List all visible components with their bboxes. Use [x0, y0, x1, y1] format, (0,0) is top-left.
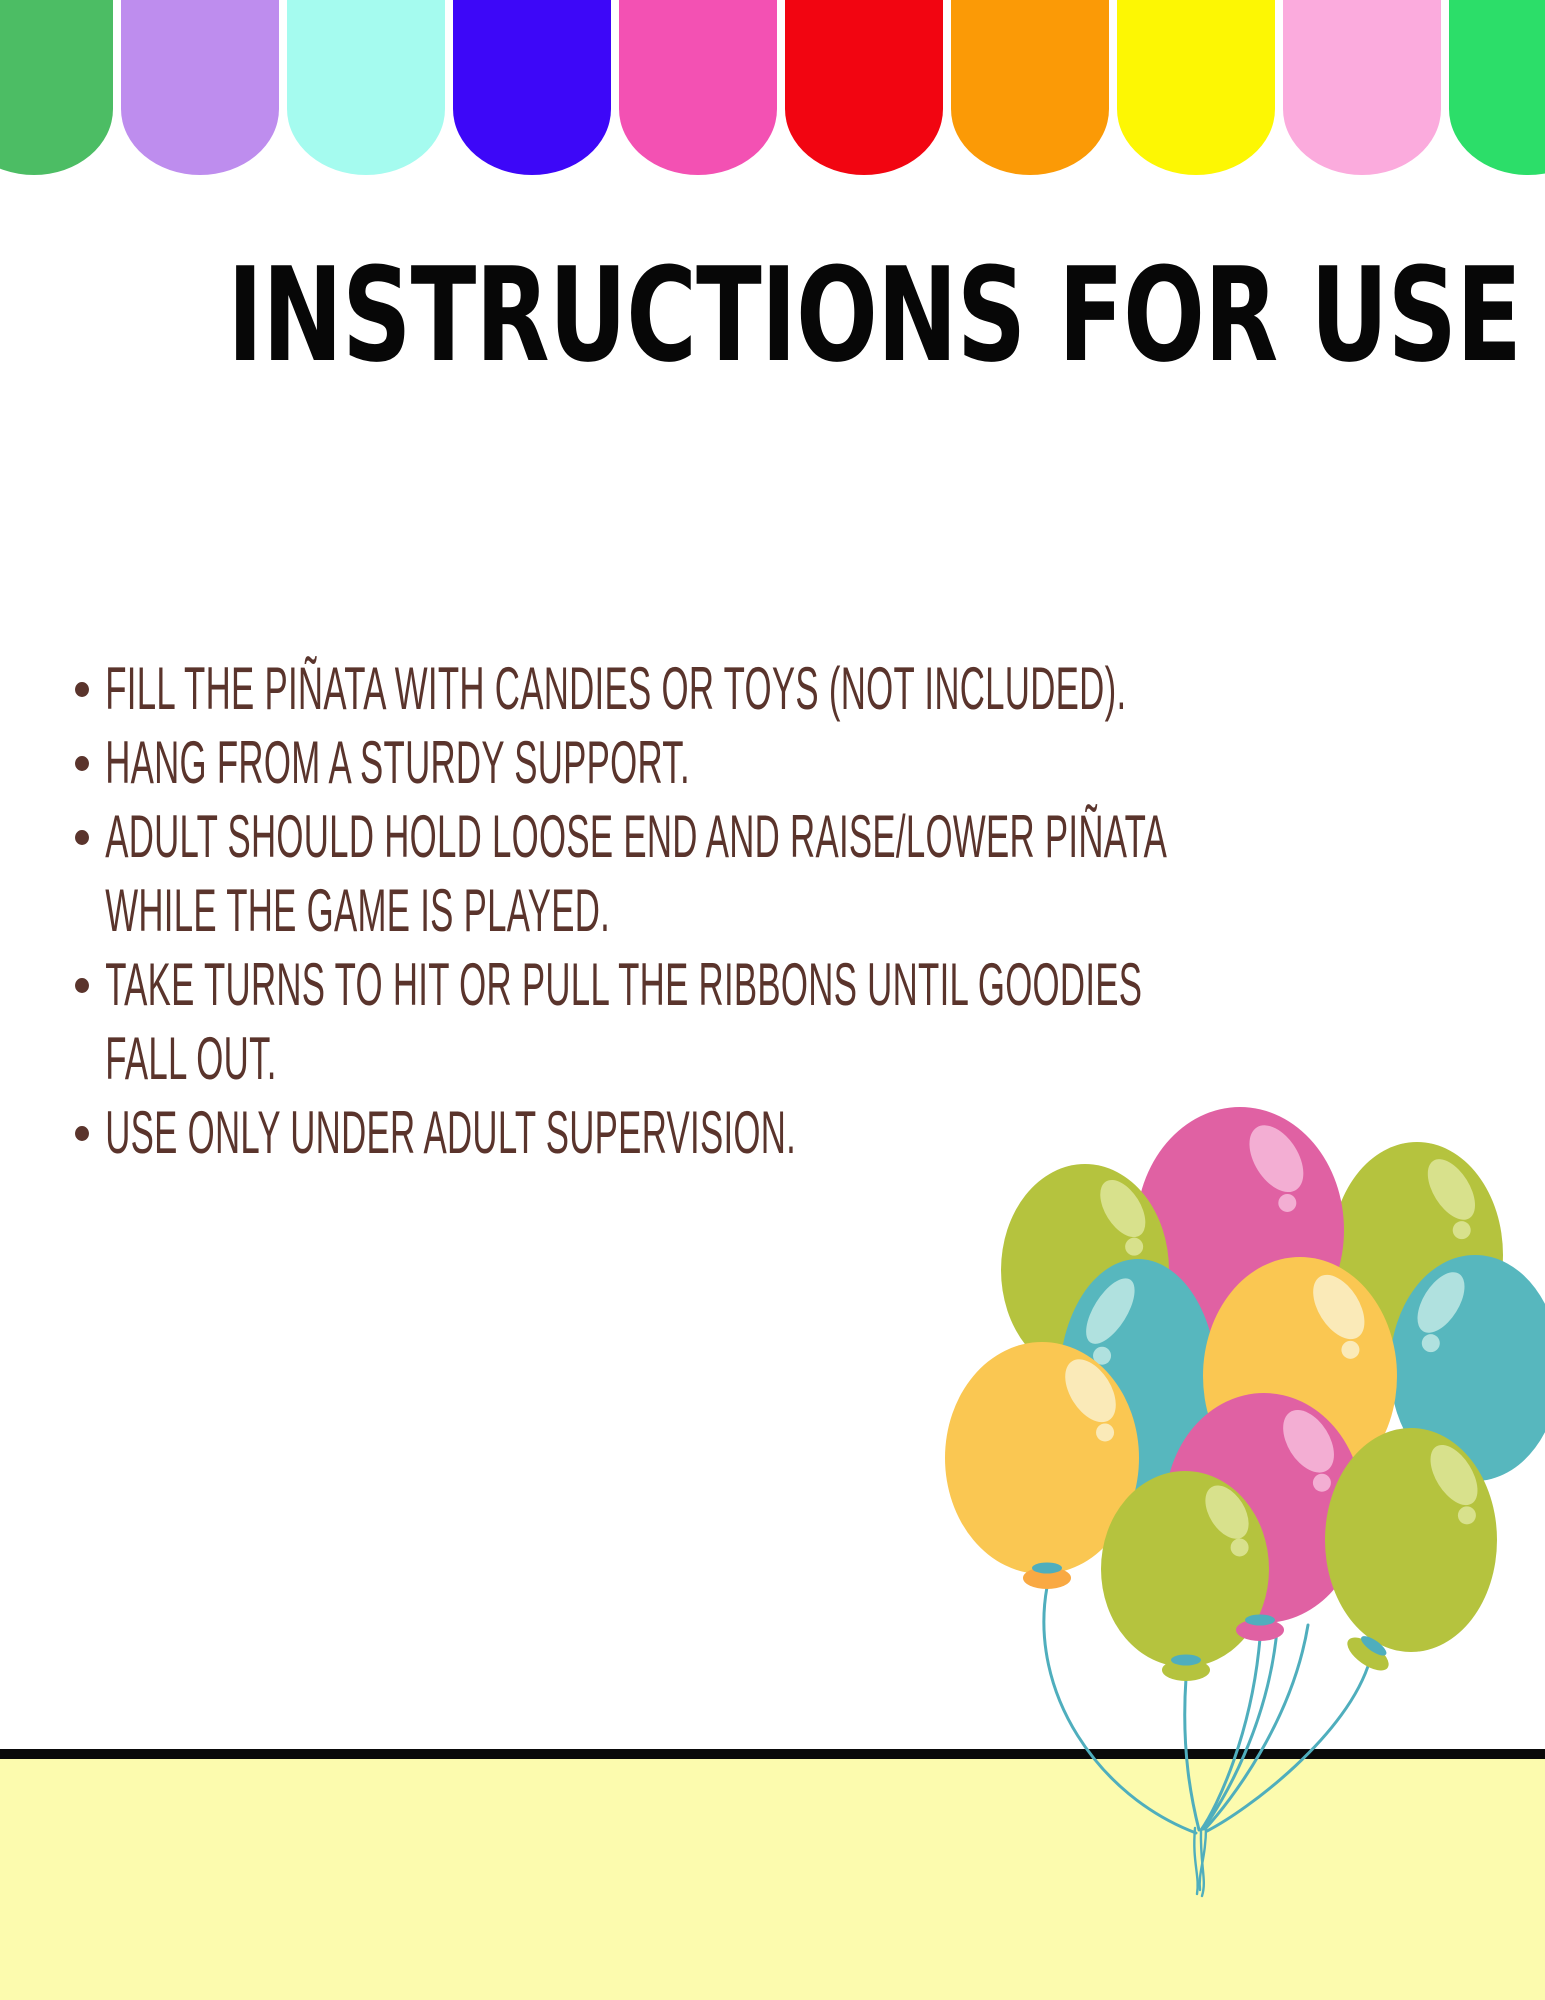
- page-title: [0, 239, 1545, 391]
- bullet-dot-icon: [75, 682, 89, 697]
- balloon-highlight-dot: [1458, 1506, 1476, 1524]
- banner-scallop: [287, 0, 445, 175]
- balloon-highlight-dot: [1453, 1221, 1471, 1239]
- instruction-line: TAKE TURNS TO HIT OR PULL THE RIBBONS UNTIL GOODIES: [105, 951, 1143, 1018]
- balloon-string: [1185, 1678, 1199, 1830]
- balloon-highlight-dot: [1278, 1194, 1296, 1212]
- banner-scallop: [1117, 0, 1275, 175]
- balloon-highlight-dot: [1096, 1423, 1114, 1441]
- instruction-line: HANG FROM A STURDY SUPPORT.: [105, 729, 690, 796]
- instruction-item: [53, 948, 1445, 1096]
- balloon-highlight-dot: [1422, 1334, 1440, 1352]
- bullet-dot-icon: [75, 756, 89, 771]
- balloon-bunch: [930, 1080, 1545, 2000]
- banner-scallop: [1283, 0, 1441, 175]
- balloon-highlight-dot: [1341, 1341, 1359, 1359]
- bullet-dot-icon: [75, 978, 89, 993]
- banner-scallop: [785, 0, 943, 175]
- instruction-line: USE ONLY UNDER ADULT SUPERVISION.: [105, 1099, 797, 1166]
- balloon-string: [1207, 1660, 1370, 1831]
- banner-scallop: [453, 0, 611, 175]
- instruction-item: [53, 800, 1445, 948]
- banner-scallop: [121, 0, 279, 175]
- banner-scallop: [0, 0, 113, 175]
- instruction-line: FILL THE PIÑATA WITH CANDIES OR TOYS (NOT INCLUDED).: [105, 655, 1127, 722]
- balloon-highlight-dot: [1125, 1238, 1143, 1256]
- page-title-text: INSTRUCTIONS FOR USE: [227, 239, 1522, 391]
- instruction-line: ADULT SHOULD HOLD LOOSE END AND RAISE/LOWER PIÑATA: [105, 803, 1168, 870]
- bullet-dot-icon: [75, 830, 89, 845]
- instruction-item: [53, 726, 1445, 800]
- instruction-line: WHILE THE GAME IS PLAYED.: [105, 877, 611, 944]
- olive-balloon: [1325, 1428, 1497, 1652]
- balloon-highlight-dot: [1231, 1538, 1249, 1556]
- balloon-string: [1194, 1828, 1197, 1894]
- scallop-banner: [0, 0, 1545, 175]
- balloon-highlight-dot: [1313, 1474, 1331, 1492]
- banner-scallop: [619, 0, 777, 175]
- instruction-line: FALL OUT.: [105, 1025, 277, 1092]
- banner-scallop: [951, 0, 1109, 175]
- bullet-dot-icon: [75, 1126, 89, 1141]
- banner-scallop: [1449, 0, 1545, 175]
- instruction-item: [53, 652, 1445, 726]
